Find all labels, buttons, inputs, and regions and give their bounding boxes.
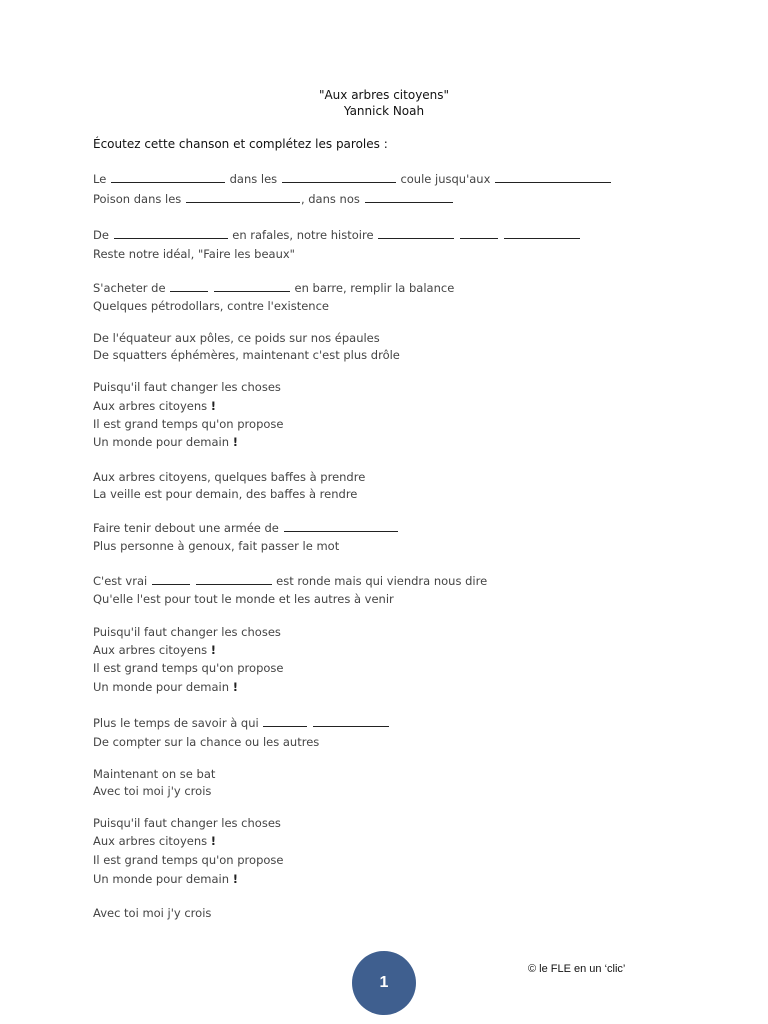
lyric-line: S'acheter de en barre, remplir la balance [93, 281, 455, 295]
lyric-line: Plus personne à genoux, fait passer le mot [93, 539, 340, 553]
lyric-line: De squatters éphémères, maintenant c'est plus drôle [93, 348, 400, 362]
lyric-line: Qu'elle l'est pour tout le monde et les autres à venir [93, 592, 394, 606]
chorus-line: Un monde pour demain ! [93, 872, 238, 886]
blank-field[interactable] [365, 191, 453, 203]
blank-field[interactable] [378, 227, 454, 239]
blank-field[interactable] [170, 280, 208, 292]
chorus-line: Un monde pour demain ! [93, 680, 238, 694]
blank-field[interactable] [313, 715, 389, 727]
lyric-line: Plus le temps de savoir à qui [93, 715, 390, 731]
lyric-line: Avec toi moi j'y crois [93, 784, 212, 798]
chorus-line: Il est grand temps qu'on propose [93, 661, 284, 675]
lyric-line: Avec toi moi j'y crois [93, 906, 212, 920]
chorus-line: Aux arbres citoyens ! [93, 399, 217, 413]
lyric-line: Reste notre idéal, "Faire les beaux" [93, 247, 295, 261]
song-artist: Yannick Noah [343, 104, 425, 118]
lyric-line: De l'équateur aux pôles, ce poids sur nos épaules [93, 331, 380, 345]
chorus-line: Un monde pour demain ! [93, 435, 238, 449]
blank-field[interactable] [460, 227, 498, 239]
lyric-line: De en rafales, notre histoire [93, 227, 581, 243]
blank-field[interactable] [152, 573, 190, 585]
chorus-line: Puisqu'il faut changer les choses [93, 625, 281, 639]
chorus-line: Aux arbres citoyens ! [93, 643, 217, 657]
chorus-line: Puisqu'il faut changer les choses [93, 380, 281, 394]
chorus-line: Puisqu'il faut changer les choses [93, 816, 281, 830]
lyric-line: Quelques pétrodollars, contre l'existence [93, 299, 329, 313]
chorus-line: Aux arbres citoyens ! [93, 834, 217, 848]
chorus-line: Il est grand temps qu'on propose [93, 853, 284, 867]
song-title: "Aux arbres citoyens" [318, 88, 450, 102]
chorus-line: Il est grand temps qu'on propose [93, 417, 284, 431]
lyric-line: De compter sur la chance ou les autres [93, 735, 320, 749]
blank-field[interactable] [504, 227, 580, 239]
blank-field[interactable] [282, 171, 396, 183]
lyric-line: Aux arbres citoyens, quelques baffes à prendre [93, 470, 366, 484]
blank-field[interactable] [111, 171, 225, 183]
blank-field[interactable] [495, 171, 611, 183]
blank-field[interactable] [114, 227, 228, 239]
instruction-text: Écoutez cette chanson et complétez les paroles : [93, 137, 388, 151]
blank-field[interactable] [196, 573, 272, 585]
lyric-line: Maintenant on se bat [93, 767, 216, 781]
blank-field[interactable] [263, 715, 307, 727]
blank-field[interactable] [186, 191, 300, 203]
lyric-line: Le dans les coule jusqu'aux [93, 171, 612, 187]
blank-field[interactable] [284, 520, 398, 532]
lyric-line: La veille est pour demain, des baffes à rendre [93, 487, 358, 501]
lyric-line: C'est vrai est ronde mais qui viendra nous dire [93, 574, 488, 588]
page-number-badge: 1 [352, 951, 416, 1015]
lyric-line: Poison dans les , dans nos [93, 191, 454, 207]
lyric-line: Faire tenir debout une armée de [93, 520, 399, 536]
copyright-text: © le FLE en un ‘clic’ [528, 963, 626, 975]
blank-field[interactable] [214, 280, 290, 292]
